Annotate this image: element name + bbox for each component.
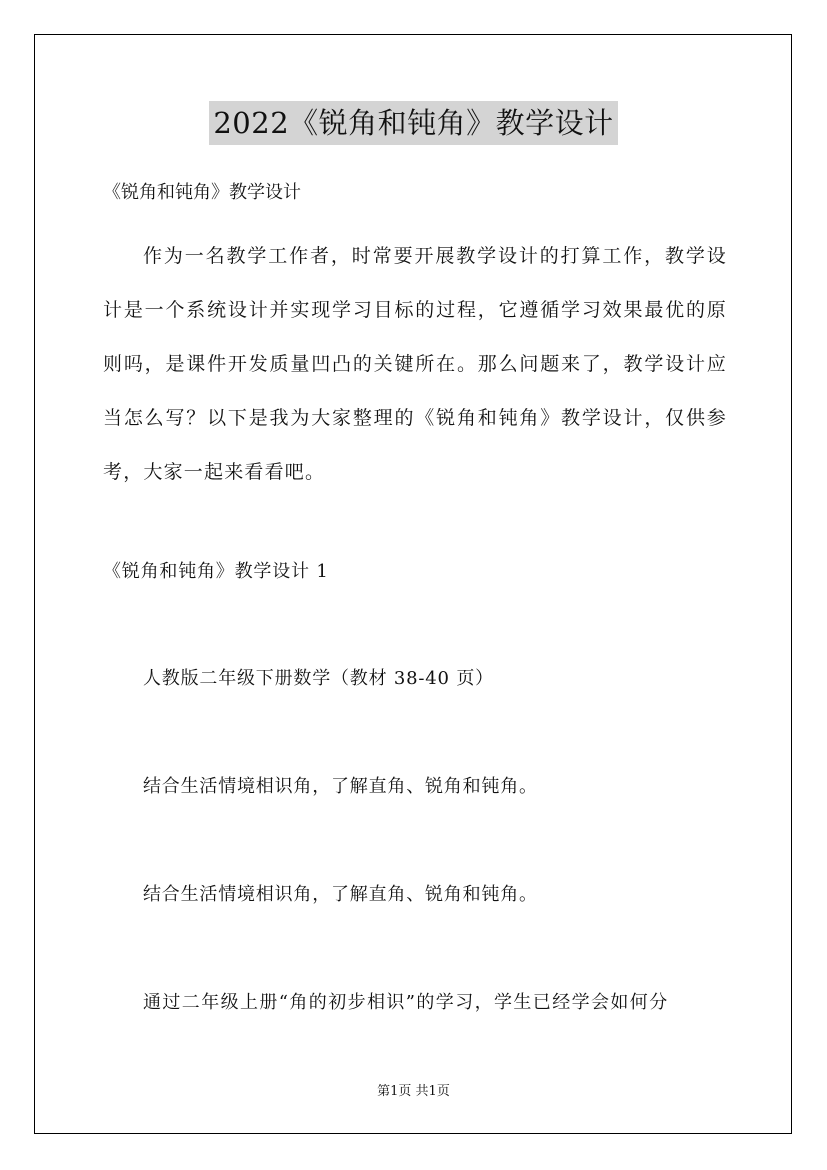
section-heading: 《锐角和钝角》教学设计 1 (103, 561, 329, 582)
body-paragraph-analysis: 通过二年级上册“角的初步相识”的学习，学生已经学会如何分 (143, 992, 669, 1013)
intro-paragraph: 作为一名教学工作者，时常要开展教学设计的打算工作，教学设计是一个系统设计并实现学习目标的过程，它遵循学习效果最优的原则吗，是课件开发质量凹凸的关键所在。那么问题来了，教学设计应当怎么写？以下是我为大家整理的《锐角和钝角》教学设计，仅供参考，大家一起来看看吧。 (103, 245, 727, 483)
document-title: 2022《锐角和钝角》教学设计 (209, 101, 617, 145)
document-subtitle: 《锐角和钝角》教学设计 (103, 182, 301, 203)
body-paragraph-textbook: 人教版二年级下册数学（教材 38-40 页） (143, 668, 494, 689)
document-title-wrapper (0, 101, 827, 145)
page-footer: 第1页 共1页 (377, 1084, 450, 1099)
body-paragraph-objective-repeat: 结合生活情境相识角，了解直角、锐角和钝角。 (143, 884, 538, 905)
body-paragraph-objective: 结合生活情境相识角，了解直角、锐角和钝角。 (143, 776, 538, 797)
